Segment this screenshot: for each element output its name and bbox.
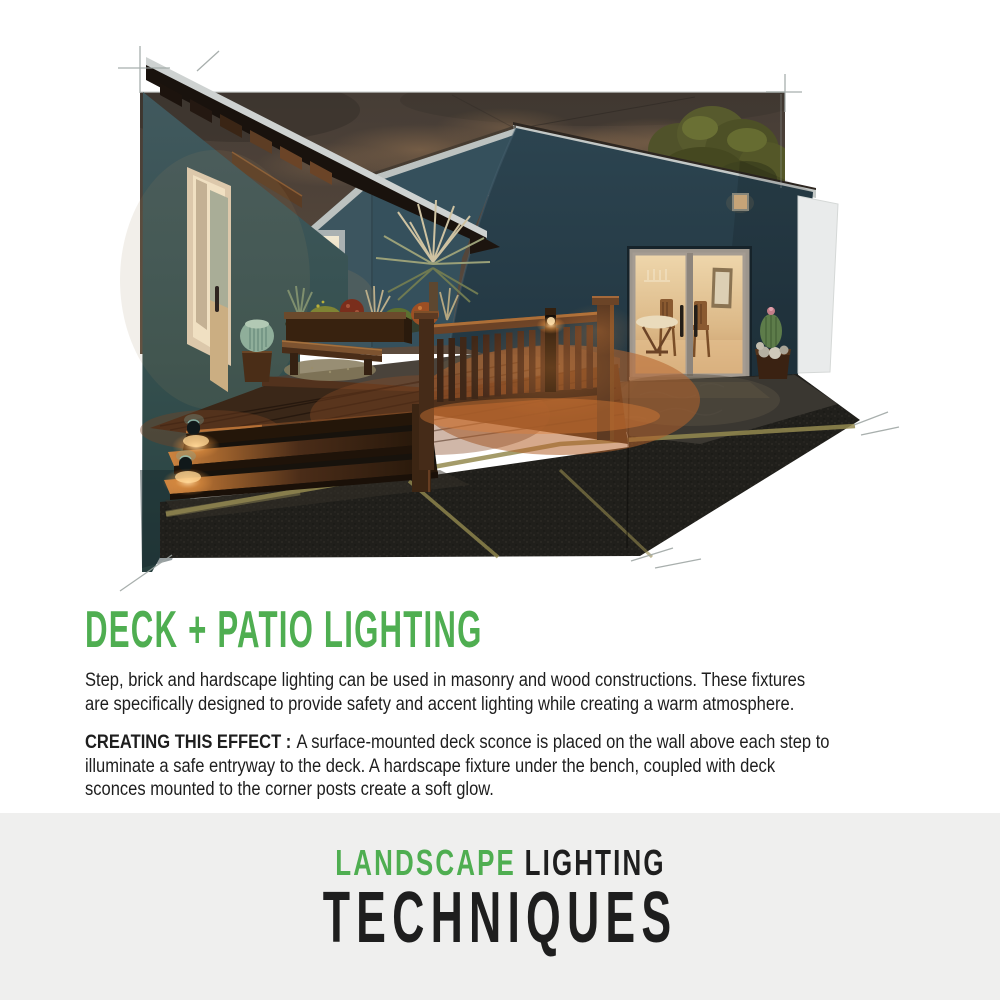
- brand-word-lighting: LIGHTING: [524, 842, 666, 883]
- effect-line: sconces mounted to the corner posts create a soft glow.: [85, 779, 494, 800]
- effect-line-text: A surface-mounted deck sconce is placed on the wall above each step to: [296, 732, 830, 753]
- brand-footer: [0, 813, 1000, 1000]
- door-handle: [680, 305, 684, 337]
- door-handle: [694, 305, 698, 337]
- railing-left-post: [419, 318, 434, 470]
- effect-paragraph: [85, 731, 915, 802]
- right-small-window: [726, 193, 754, 213]
- brand-word-techniques: TECHNIQUES: [322, 878, 678, 958]
- brand-line: [335, 843, 665, 883]
- intro-line: are specifically designed to provide safety and accent lighting while creating a warm atmosphere.: [85, 693, 795, 715]
- brand-word-landscape: LANDSCAPE: [334, 842, 516, 883]
- section-content: [85, 601, 915, 802]
- effect-line: illuminate a safe entryway to the deck. A hardscape fixture under the bench, coupled with deck: [85, 755, 776, 777]
- planter-box: [284, 312, 412, 344]
- section-title: DECK + PATIO LIGHTING: [85, 601, 483, 659]
- intro-line: Step, brick and hardscape lighting can be used in masonry and wood constructions. These fixtures: [85, 670, 806, 691]
- effect-label: CREATING THIS EFFECT :: [85, 732, 292, 753]
- effect-line: [85, 731, 915, 755]
- section-cut-panel: [798, 196, 838, 373]
- intro-paragraph: [85, 669, 915, 716]
- picture-frame: [711, 268, 732, 309]
- door-handle: [215, 286, 219, 312]
